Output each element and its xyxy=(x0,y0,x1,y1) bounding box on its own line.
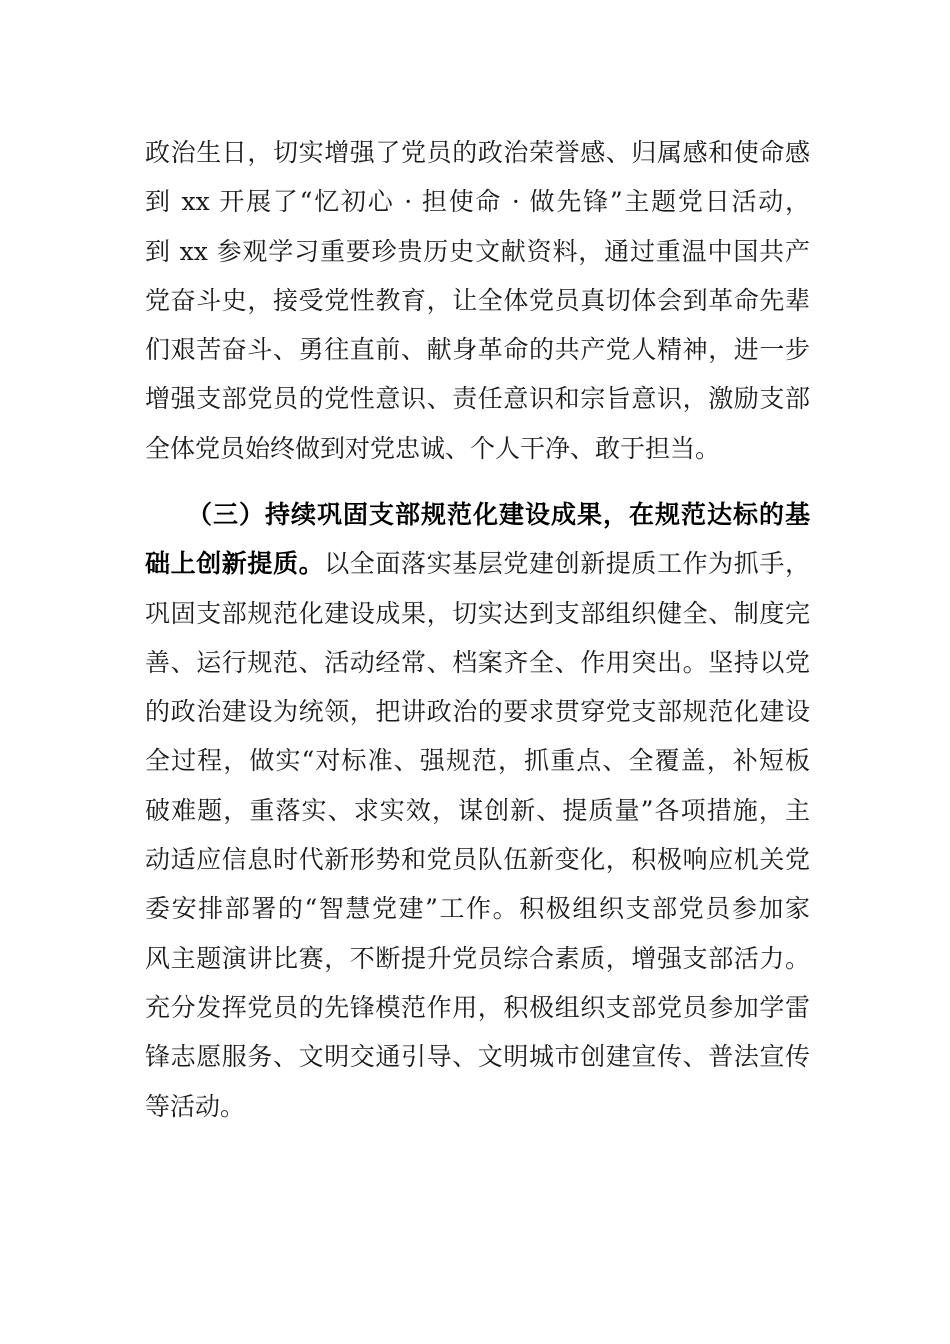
section-heading: （三）持续巩固支部规范化建设成果，在规范达标的基 xyxy=(187,500,810,529)
text-line: 等活动。 xyxy=(145,1091,246,1121)
text-line: 的政治建设为统领，把讲政治的要求贯穿党支部规范化建设 xyxy=(145,697,810,727)
paragraph-party-activities xyxy=(145,128,810,473)
text-line: 政治生日，切实增强了党员的政治荣誉感、归属感和使命感 xyxy=(145,138,810,167)
text-line: 动适应信息时代新形势和党员队伍新变化，积极响应机关党 xyxy=(145,845,810,875)
text-line xyxy=(145,539,810,588)
text-line: 风主题演讲比赛，不断提升党员综合素质，增强支部活力。 xyxy=(145,943,810,973)
section-heading-continued: 础上创新提质。 xyxy=(145,549,325,579)
text-line: 到 xx 参观学习重要珍贵历史文献资料，通过重温中国共产 xyxy=(145,236,810,266)
text-line: 增强支部党员的党性意识、责任意识和宗旨意识，激励支部 xyxy=(145,384,810,414)
text-line: 们艰苦奋斗、勇往直前、献身革命的共产党人精神，进一步 xyxy=(145,335,810,365)
text-line: 充分发挥党员的先锋模范作用，积极组织支部党员参加学雷 xyxy=(145,992,810,1022)
text-line: 委安排部署的“智慧党建”工作。积极组织支部党员参加家 xyxy=(145,894,810,924)
text-line: 党奋斗史，接受党性教育，让全体党员真切体会到革命先辈 xyxy=(145,285,810,315)
paragraph-standardization xyxy=(145,490,810,1131)
text-segment: 以全面落实基层党建创新提质工作为抓手， xyxy=(324,549,810,579)
text-line: 全过程，做实“对标准、强规范，抓重点、全覆盖，补短板 xyxy=(145,746,810,776)
text-line: 破难题，重落实、求实效，谋创新、提质量”各项措施，主 xyxy=(145,795,810,825)
text-line: 巩固支部规范化建设成果，切实达到支部组织健全、制度完 xyxy=(145,598,810,628)
text-line: 善、运行规范、活动经常、档案齐全、作用突出。坚持以党 xyxy=(145,647,810,677)
text-line: 锋志愿服务、文明交通引导、文明城市创建宣传、普法宣传 xyxy=(145,1042,810,1072)
text-line: 全体党员始终做到对党忠诚、个人干净、敢于担当。 xyxy=(145,433,721,463)
text-line: 到 xx 开展了“忆初心 · 担使命 · 做先锋”主题党日活动， xyxy=(145,187,810,217)
